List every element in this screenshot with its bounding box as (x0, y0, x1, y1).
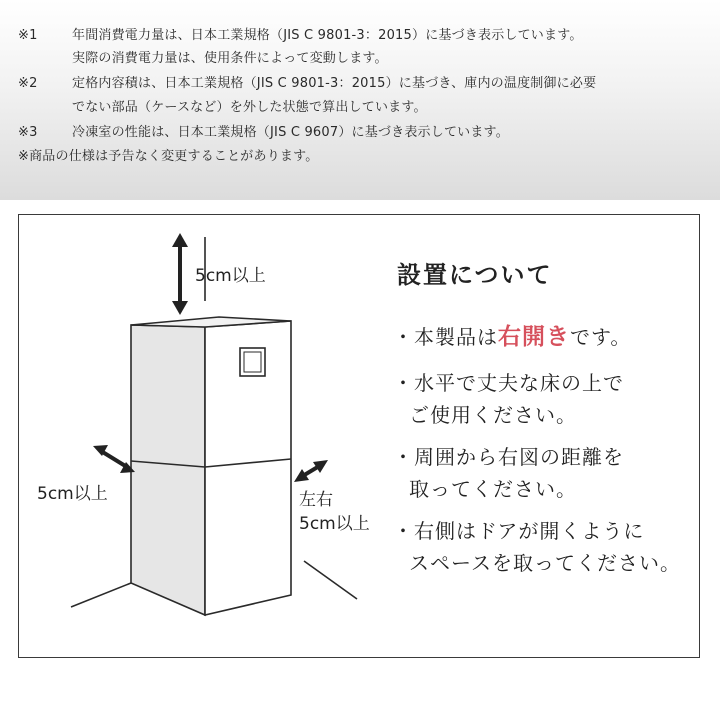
footnote-3-text-1: 冷凍室の性能は、日本工業規格（JIS C 9607）に基づき表示しています。 (72, 125, 509, 140)
footnote-3-line-1 (18, 125, 509, 141)
floor-line-left (71, 583, 131, 607)
left-clearance-label: 5cm以上 (37, 484, 108, 504)
instruction-2-text-1: 水平で丈夫な床の上で (414, 371, 624, 395)
footnote-1-text-2: 実際の消費電力量は、使用条件によって変動します。 (72, 51, 388, 66)
bullet: ・ (393, 519, 414, 543)
footnote-4-line-1 (18, 149, 318, 165)
bullet: ・ (393, 445, 414, 469)
instruction-4-text-1: 右側はドアが開くように (414, 519, 645, 543)
footnote-2-line-1 (18, 76, 596, 92)
instruction-3-line-2: 取ってください。 (409, 477, 577, 501)
top-clearance-label: 5cm以上 (195, 266, 266, 286)
footnotes-section (0, 0, 720, 200)
instruction-4-line-1 (393, 515, 644, 547)
right-clearance-label-2: 5cm以上 (299, 514, 370, 534)
instruction-2-line-1 (393, 367, 624, 399)
footnote-2-line-2 (18, 100, 427, 116)
right-clearance-label-1: 左右 (299, 490, 333, 510)
instruction-4-line-2: スペースを取ってください。 (409, 551, 681, 575)
right-opening-accent: 右開き (498, 324, 570, 350)
floor-line-right (304, 561, 357, 599)
instruction-1-tail: です。 (570, 325, 632, 349)
left-clearance-arrow (101, 451, 127, 467)
instruction-3-text-1: 周囲から右図の距離を (414, 445, 624, 469)
footnote-1-mark: ※1 (18, 28, 38, 43)
footnote-1-text-1: 年間消費電力量は、日本工業規格（JIS C 9801-3：2015）に基づき表示しています。 (72, 28, 583, 43)
footnote-2-text-2: でない部品（ケースなど）を外した状態で算出しています。 (72, 100, 427, 115)
top-arrow-head-up (172, 233, 188, 247)
installation-panel (18, 214, 700, 658)
footnote-1-line-2 (18, 51, 388, 67)
top-arrow-head-down (172, 301, 188, 315)
instruction-3-line-1 (393, 441, 624, 473)
footnote-2-text-1: 定格内容積は、日本工業規格（JIS C 9801-3：2015）に基づき、庫内の温度制御に必要 (72, 76, 597, 91)
instruction-2-line-2: ご使用ください。 (409, 403, 577, 427)
footnote-3-mark: ※3 (18, 125, 38, 140)
footnote-1-line-1 (18, 28, 583, 44)
instruction-1 (393, 321, 631, 353)
instruction-1-text: 本製品は (414, 325, 498, 349)
bullet: ・ (393, 371, 414, 395)
footnote-2-mark: ※2 (18, 76, 38, 91)
fridge-side (131, 325, 205, 615)
bullet: ・ (393, 325, 414, 349)
footnote-4-text-1: ※商品の仕様は予告なく変更することがあります。 (18, 149, 319, 164)
installation-title: 設置について (397, 261, 553, 289)
